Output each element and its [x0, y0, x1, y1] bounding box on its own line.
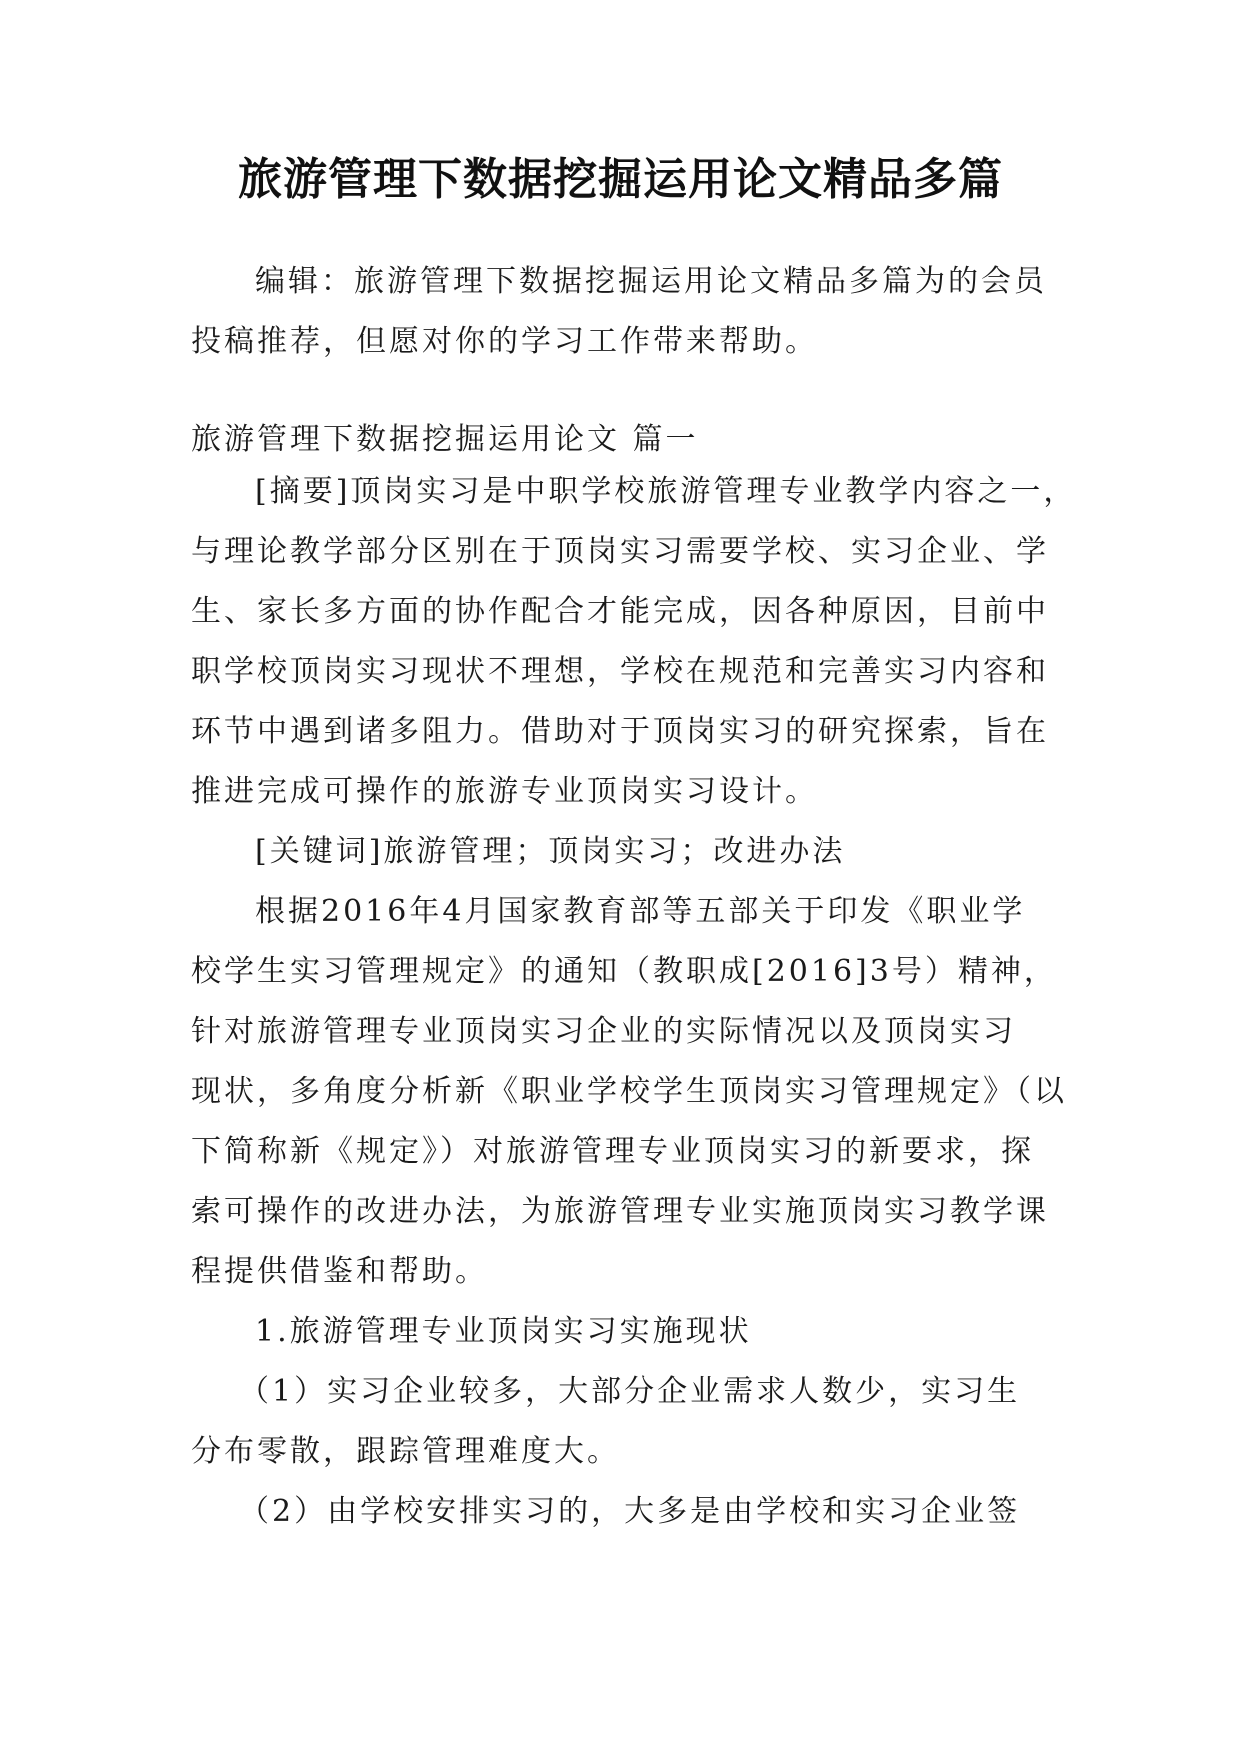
intro-paragraph — [191, 252, 1053, 372]
body-line: 针对旅游管理专业顶岗实习企业的实际情况以及顶岗实习 — [191, 1014, 1016, 1049]
intro-line: 投稿推荐，但愿对你的学习工作带来帮助。 — [191, 324, 818, 359]
item-line: （1）实习企业较多，大部分企业需求人数少，实习生 — [239, 1374, 1021, 1409]
subheading-text: 1.旅游管理专业顶岗实习实施现状 — [255, 1314, 752, 1349]
intro-line: 编辑：旅游管理下数据挖掘运用论文精品多篇为的会员 — [255, 264, 1047, 299]
item-line: 分布零散，跟踪管理难度大。 — [191, 1434, 620, 1469]
item-2-paragraph — [191, 1482, 1053, 1542]
abstract-paragraph — [191, 462, 1077, 822]
keywords-line: [关键词]旅游管理；顶岗实习；改进办法 — [255, 834, 846, 869]
item-1-paragraph — [191, 1362, 1053, 1482]
body-line: 校学生实习管理规定》的通知（教职成[2016]3号）精神， — [191, 954, 1057, 989]
abstract-line: 推进完成可操作的旅游专业顶岗实习设计。 — [191, 774, 818, 809]
item-line: （2）由学校安排实习的，大多是由学校和实习企业签 — [239, 1494, 1021, 1529]
section-heading-text: 旅游管理下数据挖掘运用论文 篇一 — [191, 422, 699, 457]
body-line: 索可操作的改进办法，为旅游管理专业实施顶岗实习教学课 — [191, 1194, 1049, 1229]
body-paragraph — [191, 882, 1067, 1302]
abstract-line: [摘要]顶岗实习是中职学校旅游管理专业教学内容之一， — [255, 474, 1077, 509]
abstract-line: 职学校顶岗实习现状不理想，学校在规范和完善实习内容和 — [191, 654, 1049, 689]
body-line: 现状，多角度分析新《职业学校学生顶岗实习管理规定》（以 — [191, 1074, 1067, 1109]
body-line: 根据2016年4月国家教育部等五部关于印发《职业学 — [255, 894, 1026, 929]
keywords-paragraph — [191, 822, 1053, 882]
body-line: 下简称新《规定》）对旅游管理专业顶岗实习的新要求，探 — [191, 1134, 1034, 1169]
subheading — [191, 1302, 1053, 1362]
body-line: 程提供借鉴和帮助。 — [191, 1254, 488, 1289]
abstract-line: 环节中遇到诸多阻力。借助对于顶岗实习的研究探索，旨在 — [191, 714, 1049, 749]
document-title: 旅游管理下数据挖掘运用论文精品多篇 — [238, 154, 1003, 205]
section-heading — [191, 410, 1053, 470]
abstract-line: 生、家长多方面的协作配合才能完成，因各种原因，目前中 — [191, 594, 1049, 629]
abstract-line: 与理论教学部分区别在于顶岗实习需要学校、实习企业、学 — [191, 534, 1049, 569]
